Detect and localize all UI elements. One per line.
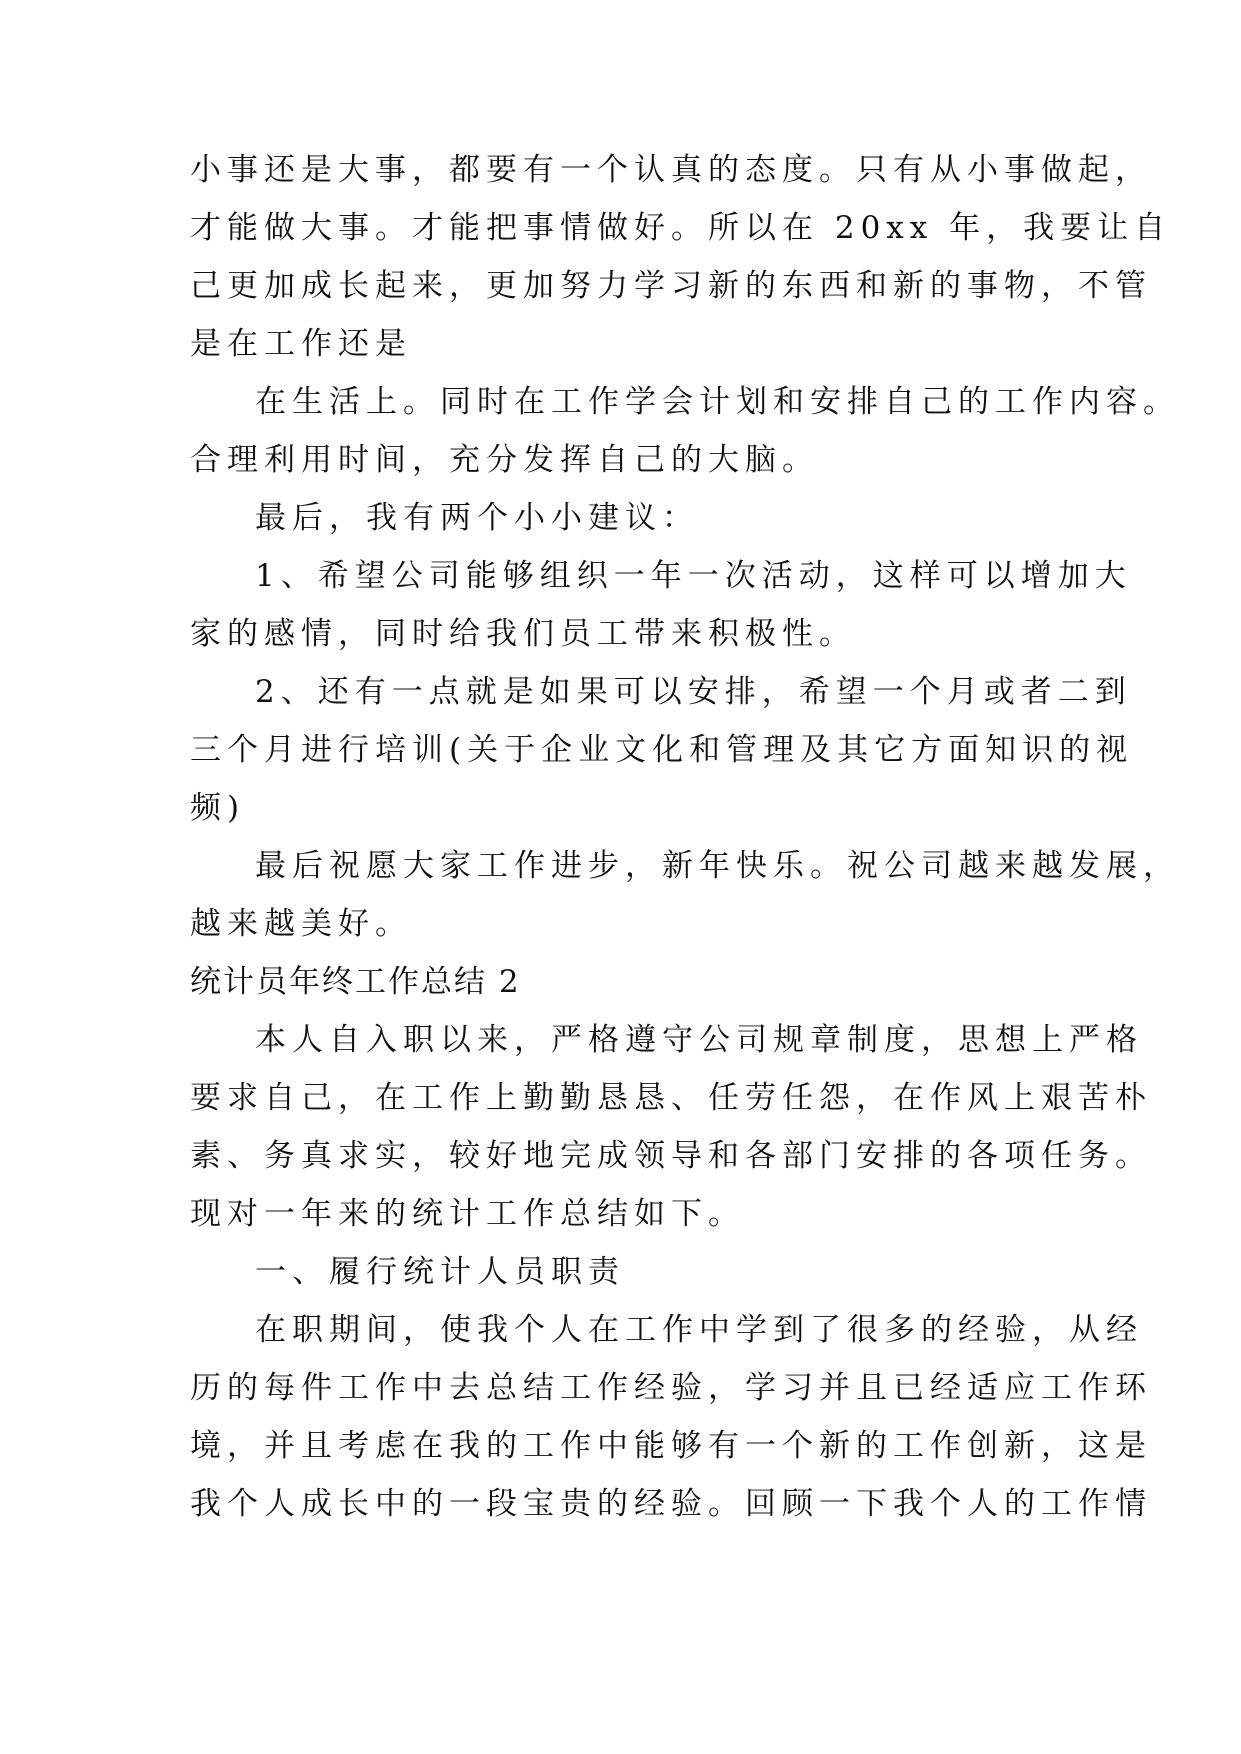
paragraph-line: 小事还是大事，都要有一个认真的态度。只有从小事做起， [190, 152, 1152, 188]
paragraph-line: 三个月进行培训(关于企业文化和管理及其它方面知识的视 [190, 732, 1134, 768]
paragraph-line: 才能做大事。才能把事情做好。所以在 20xx 年，我要让自 [190, 210, 1172, 246]
paragraph-line: 素、务真求实，较好地完成领导和各部门安排的各项任务。 [190, 1138, 1152, 1174]
paragraph-line: 在职期间，使我个人在工作中学到了很多的经验，从经 [255, 1312, 1143, 1348]
section-title: 统计员年终工作总结 2 [190, 964, 521, 1000]
paragraph-line: 越来越美好。 [190, 906, 412, 942]
paragraph-line: 要求自己，在工作上勤勤恳恳、任劳任怨，在作风上艰苦朴 [190, 1080, 1152, 1116]
subsection-heading: 一、履行统计人员职责 [255, 1254, 625, 1290]
paragraph-line: 在生活上。同时在工作学会计划和安排自己的工作内容。 [255, 384, 1180, 420]
paragraph-line: 是在工作还是 [190, 326, 412, 362]
paragraph-line: 家的感情，同时给我们员工带来积极性。 [190, 616, 856, 652]
paragraph-line: 现对一年来的统计工作总结如下。 [190, 1196, 745, 1232]
paragraph-line: 境，并且考虑在我的工作中能够有一个新的工作创新，这是 [190, 1428, 1152, 1464]
paragraph-line: 合理利用时间，充分发挥自己的大脑。 [190, 442, 819, 478]
list-item-2: 2、还有一点就是如果可以安排，希望一个月或者二到 [255, 674, 1132, 710]
paragraph-line: 己更加成长起来，更加努力学习新的东西和新的事物，不管 [190, 268, 1152, 304]
list-item-1: 1、希望公司能够组织一年一次活动，这样可以增加大 [255, 558, 1132, 594]
paragraph-line: 最后祝愿大家工作进步，新年快乐。祝公司越来越发展， [255, 848, 1180, 884]
paragraph-line: 最后，我有两个小小建议： [255, 500, 699, 536]
paragraph-line: 历的每件工作中去总结工作经验，学习并且已经适应工作环 [190, 1370, 1152, 1406]
paragraph-line: 本人自入职以来，严格遵守公司规章制度，思想上严格 [255, 1022, 1143, 1058]
paragraph-line: 我个人成长中的一段宝贵的经验。回顾一下我个人的工作情 [190, 1486, 1152, 1522]
paragraph-line: 频) [190, 790, 246, 826]
